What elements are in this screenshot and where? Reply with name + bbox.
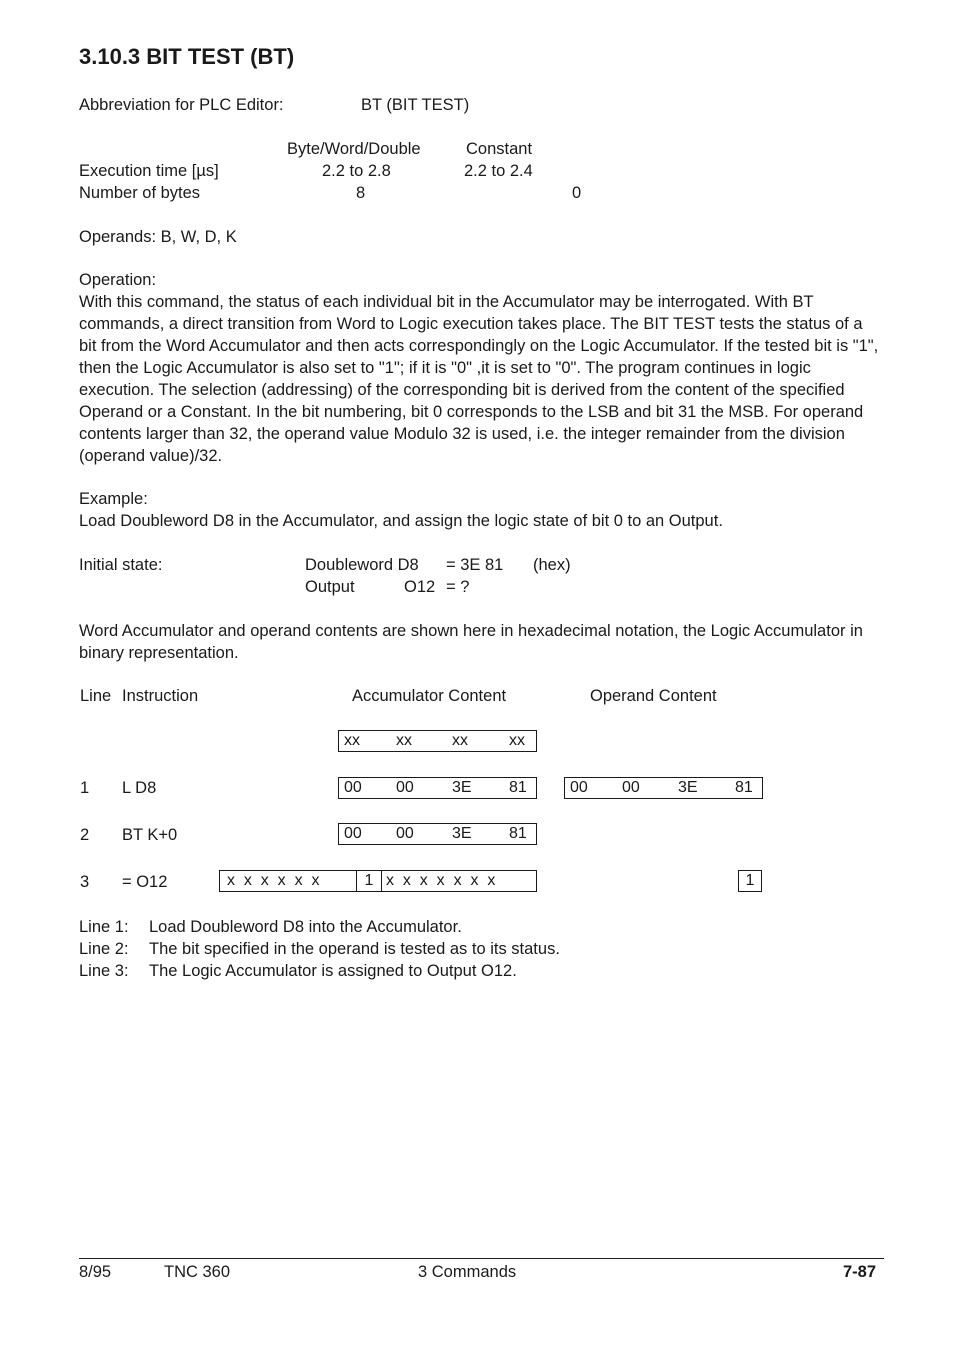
row3-instruction: = O12 [122, 873, 168, 891]
bytes-col2: 0 [572, 184, 582, 202]
acc-byte: 00 [396, 825, 414, 842]
acc-byte: 3E [452, 779, 472, 796]
initial-row2-operand: O12 [404, 578, 436, 596]
note-text: The Logic Accumulator is assigned to Output O12. [149, 962, 517, 980]
exec-time-col2: 2.2 to 2.4 [464, 162, 533, 180]
timing-col2-header: Constant [466, 140, 533, 158]
initial-row2-value: = ? [446, 578, 470, 596]
note-label: Line 1: [79, 918, 129, 936]
operation-heading: Operation: [79, 271, 157, 289]
footer-chapter: 3 Commands [418, 1263, 517, 1281]
acc-byte: xx [344, 732, 360, 749]
abbrev-value: BT (BIT TEST) [361, 96, 470, 114]
logic-accumulator-box [219, 870, 537, 892]
note-label: Line 3: [79, 962, 129, 980]
initial-row1-value: = 3E 81 [446, 556, 504, 574]
row1-instruction: L D8 [122, 779, 157, 797]
acc-byte: 00 [344, 825, 362, 842]
section-title: 3.10.3 BIT TEST (BT) [79, 44, 295, 69]
row3-line: 3 [80, 873, 90, 891]
op-byte: 00 [622, 779, 640, 796]
timing-col1-header: Byte/Word/Double [287, 140, 421, 158]
acc-byte: xx [396, 732, 412, 749]
accumulator-box-initial [338, 730, 537, 752]
op-byte: 3E [678, 779, 698, 796]
exec-time-col1: 2.2 to 2.8 [322, 162, 391, 180]
acc-byte: 00 [344, 779, 362, 796]
initial-row2-name: Output [305, 578, 355, 596]
header-operand: Operand Content [590, 687, 717, 705]
operands-line: Operands: B, W, D, K [79, 228, 237, 246]
footer-rule [79, 1258, 884, 1259]
notation-text: Word Accumulator and operand contents are shown here in hexadecimal notation, the Logic Accumulator in binary representation. [79, 622, 863, 662]
initial-row1-note: (hex) [533, 556, 571, 574]
acc-byte: xx [509, 732, 525, 749]
example-text: Load Doubleword D8 in the Accumulator, and assign the logic state of bit 0 to an Output. [79, 512, 723, 530]
bytes-col1: 8 [356, 184, 366, 202]
example-heading: Example: [79, 490, 148, 508]
note-label: Line 2: [79, 940, 129, 958]
footer-page-number: 7-87 [843, 1263, 877, 1281]
note-text: Load Doubleword D8 into the Accumulator. [149, 918, 462, 936]
logic-bits-right: x x x x x x x [386, 872, 496, 889]
row2-instruction: BT K+0 [122, 826, 178, 844]
initial-row1-name: Doubleword D8 [305, 556, 419, 574]
output-box [738, 870, 762, 892]
output-bit: 1 [745, 872, 755, 889]
accumulator-box-row1 [338, 777, 537, 799]
initial-state-label: Initial state: [79, 556, 163, 574]
op-byte: 00 [570, 779, 588, 796]
header-line: Line [80, 687, 112, 705]
tested-bit: 1 [356, 871, 382, 891]
note-text: The bit specified in the operand is tested as to its status. [149, 940, 560, 958]
op-byte: 81 [735, 779, 753, 796]
row2-line: 2 [80, 826, 90, 844]
exec-time-label: Execution time [µs] [79, 162, 219, 180]
operation-text: With this command, the status of each individual bit in the Accumulator may be interrogated. With BT commands, a direct transition from Word to Logic execution takes place. The BIT TEST tests the status of a bit from the Word Accumulator and then acts correspondingly on the Logic Accumulator. If the tested bit is "1", then the Logic Accumulator is also set to "1"; if it is "0" ,it is set to "0". The program continues in logic execution. The selection (addressing) of the corresponding bit is derived from the content of the specified Operand or a Constant. In the bit numbering, bit 0 corresponds to the LSB and bit 31 the MSB. For operand contents larger than 32, the operand value Modulo 32 is used, i.e. the integer remainder from the division (operand value)/32. [79, 293, 879, 465]
acc-byte: 00 [396, 779, 414, 796]
abbrev-label: Abbreviation for PLC Editor: [79, 96, 284, 114]
footer-model: TNC 360 [164, 1263, 231, 1281]
logic-bits-left: x x x x x x [227, 872, 320, 889]
row1-line: 1 [80, 779, 90, 797]
header-accumulator: Accumulator Content [352, 687, 507, 705]
bytes-label: Number of bytes [79, 184, 201, 202]
acc-byte: xx [452, 732, 468, 749]
acc-byte: 81 [509, 825, 527, 842]
operand-box-row1 [564, 777, 763, 799]
header-instruction: Instruction [122, 687, 199, 705]
acc-byte: 81 [509, 779, 527, 796]
footer-date: 8/95 [79, 1263, 112, 1281]
acc-byte: 3E [452, 825, 472, 842]
accumulator-box-row2 [338, 823, 537, 845]
